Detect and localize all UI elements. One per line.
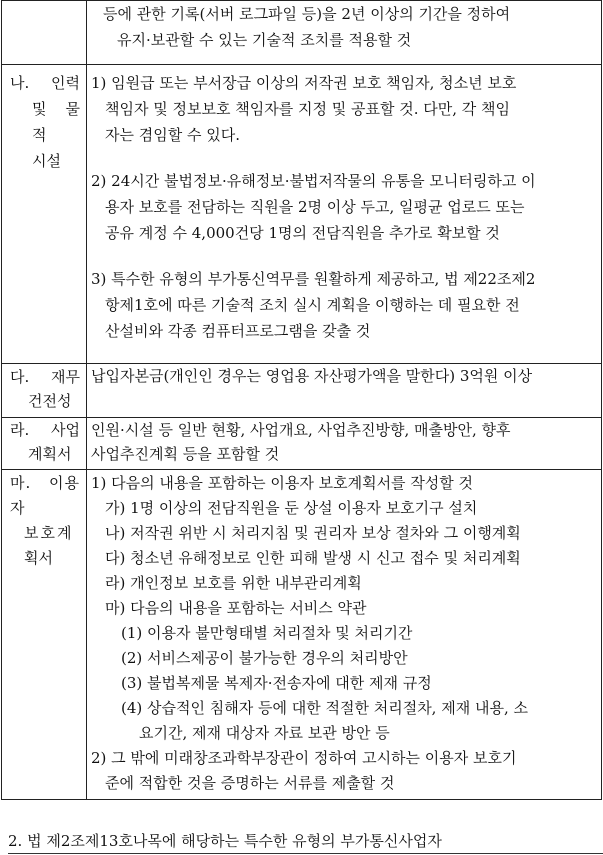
table-row-facilities (2, 65, 602, 364)
content-line: 인원·시설 등 일반 현황, 사업개요, 사업추진방향, 매출방안, 향후 (91, 421, 511, 439)
content-line: 용자 보호를 전담하는 직원을 2명 이상 두고, 일평균 업로드 또는 (105, 198, 525, 216)
row-content-cell (87, 470, 602, 800)
row-label-line: 라. 사업 (10, 421, 80, 439)
row-label-line: 다. 재무 (10, 368, 80, 386)
row-label-cell (2, 418, 87, 470)
content-line: 항제1호에 따른 기술적 조치 실시 계획을 이행하는 데 필요한 전 (105, 296, 520, 314)
content-line: (4) 상습적인 침해자 등에 대한 적절한 처리절차, 제재 내용, 소 (121, 699, 528, 717)
row-content-cell (87, 65, 602, 364)
content-line: 책임자 및 정보보호 책임자를 지정 및 공표할 것. 다만, 각 책임 (105, 100, 510, 118)
row-label-line: 보호계 (24, 524, 74, 542)
row-content-cell (87, 1, 602, 65)
content-line: (3) 불법복제물 복제자·전송자에 대한 제재 규정 (121, 674, 432, 692)
table-row-user-protection (2, 470, 602, 800)
content-line: 사업추진계획 등을 포함할 것 (91, 445, 280, 463)
row-label-line: 계획서 (28, 445, 72, 463)
row-label-line: 나. 인력 (10, 74, 80, 92)
row-label-cell (2, 65, 87, 364)
content-line: 1) 임원급 또는 부서장급 이상의 저작권 보호 책임자, 청소년 보호 (91, 74, 517, 92)
content-line: 등에 관한 기록(서버 로그파일 등)을 2년 이상의 기간을 정하여 (103, 5, 511, 23)
content-line: 3) 특수한 유형의 부가통신역무를 원활하게 제공하고, 법 제22조제2 (91, 270, 536, 288)
row-label-line: 및 물적 (32, 100, 80, 144)
content-line: 마) 다음의 내용을 포함하는 서비스 약관 (105, 599, 367, 617)
row-label-cell (2, 364, 87, 418)
content-line: 2) 그 밖에 미래창조과학부장관이 정하여 고시하는 이용자 보호기 (91, 749, 517, 767)
content-line: 요기간, 제재 대상자 자료 보관 방안 등 (139, 724, 390, 742)
content-line: 공유 계정 수 4,000건당 1명의 전담직원을 추가로 확보할 것 (105, 224, 500, 242)
content-line: (2) 서비스제공이 불가능한 경우의 처리방안 (121, 649, 408, 667)
content-line: 가) 1명 이상의 전담직원을 둔 상설 이용자 보호기구 설치 (105, 499, 478, 517)
table-row-business-plan (2, 418, 602, 470)
requirements-table (1, 0, 602, 800)
row-label-cell (2, 1, 87, 65)
content-line: 다) 청소년 유해정보로 인한 피해 발생 시 신고 접수 및 처리계획 (105, 549, 521, 567)
row-label-line: 건전성 (28, 392, 72, 410)
row-label-line: 시설 (32, 152, 61, 170)
table-row-continuation (2, 1, 602, 65)
content-line: 준에 적합한 것을 증명하는 서류를 제출할 것 (105, 774, 395, 792)
content-line: 유지·보관할 수 있는 기술적 조치를 적용할 것 (117, 31, 412, 49)
table-row-finance (2, 364, 602, 418)
content-line: 1) 다음의 내용을 포함하는 이용자 보호계획서를 작성할 것 (91, 474, 474, 492)
content-line: 자는 겸임할 수 있다. (105, 126, 240, 144)
content-line: 산설비와 각종 컴퓨터프로그램을 갖출 것 (105, 322, 371, 340)
content-line: 나) 저작권 위반 시 처리지침 및 권리자 보상 절차와 그 이행계획 (105, 524, 521, 542)
section-heading: 2. 법 제2조제13호나목에 해당하는 특수한 유형의 부가통신사업자 (8, 830, 603, 854)
row-content-cell (87, 418, 602, 470)
content-line: 2) 24시간 불법정보·유해정보·불법저작물의 유통을 모니터링하고 이 (91, 172, 536, 190)
content-line: 라) 개인정보 보호를 위한 내부관리계획 (105, 574, 362, 592)
row-label-line: 획서 (24, 549, 53, 567)
row-label-cell (2, 470, 87, 800)
content-line: (1) 이용자 불만형태별 처리절차 및 처리기간 (121, 624, 413, 642)
row-label-line: 마. 이용자 (10, 474, 80, 517)
content-line: 납입자본금(개인인 경우는 영업용 자산평가액을 말한다) 3억원 이상 (91, 367, 533, 385)
row-content-cell (87, 364, 602, 418)
